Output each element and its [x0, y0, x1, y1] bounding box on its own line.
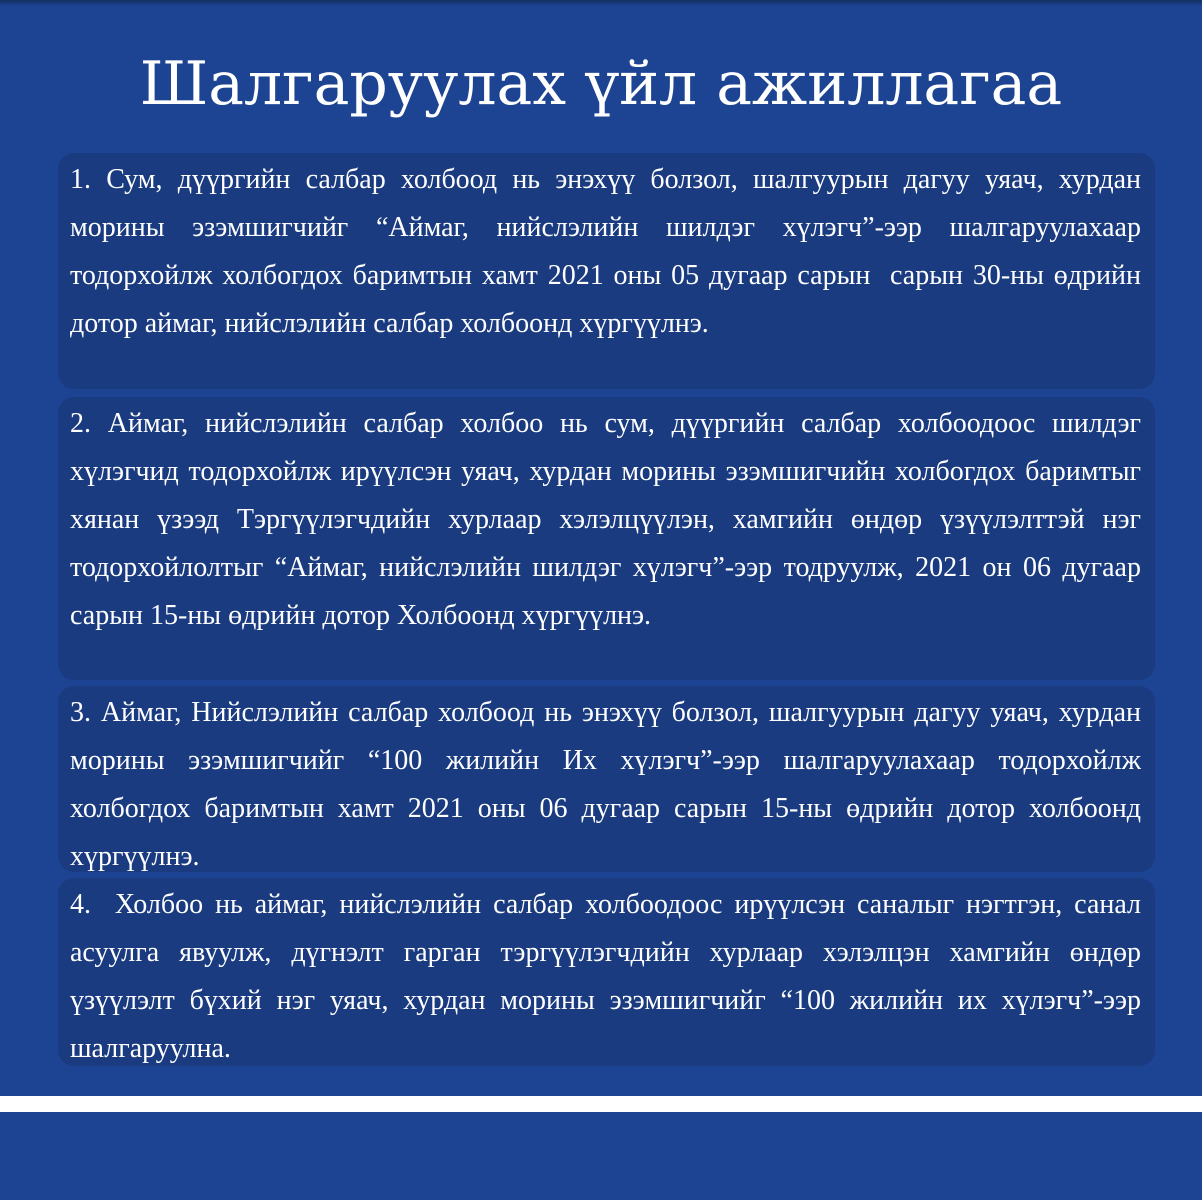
white-divider: [0, 1096, 1202, 1112]
top-edge-shade: [0, 0, 1202, 6]
paragraph-panel-2: [58, 397, 1155, 680]
paragraph-panel-3: [58, 686, 1155, 872]
paragraph-text-2: 2. Аймаг, нийслэлийн салбар холбоо нь сум, дүүргийн салбар холбоодоос шилдэг хүлэгчид тодорхойлж ирүүлсэн уяач, хурдан морины эзэмшигчийн холбогдох баримтыг хянан үзээд Тэргүүлэгчдийн хурлаар хэлэлцүүлэн, хамгийн өндөр үзүүлэлттэй нэг тодорхойлолтыг “Аймаг, нийслэлийн шилдэг хүлэгч”-ээр тодруулж, 2021 он 06 дугаар сарын 15-ны өдрийн дотор Холбоонд хүргүүлнэ.: [70, 408, 1148, 631]
bottom-band: [0, 1112, 1202, 1200]
paragraph-panel-4: [58, 878, 1155, 1066]
paragraph-text-3: 3. Аймаг, Нийслэлийн салбар холбоод нь энэхүү болзол, шалгуурын дагуу уяач, хурдан морины эзэмшигчийг “100 жилийн Их хүлэгч”-ээр шалгаруулахаар тодорхойлж холбогдох баримтын хамт 2021 оны 06 дугаар сарын 15-ны өдрийн дотор холбоонд хүргүүлнэ.: [70, 697, 1148, 872]
page-title: Шалгаруулах үйл ажиллагаа: [139, 49, 1063, 119]
paragraph-text-1: 1. Сум, дүүргийн салбар холбоод нь энэхүү болзол, шалгуурын дагуу уяач, хурдан морины эзэмшигчийг “Аймаг, нийслэлийн шилдэг хүлэгч”-ээр шалгаруулахаар тодорхойлж холбогдох баримтын хамт 2021 оны 05 дугаар сарын сарын 30-ны өдрийн дотор аймаг, нийслэлийн салбар холбоонд хүргүүлнэ.: [70, 164, 1148, 339]
paragraph-panel-1: [58, 153, 1155, 389]
paragraph-text-4: 4. Холбоо нь аймаг, нийслэлийн салбар холбоодоос ирүүлсэн саналыг нэгтгэн, санал асуулга явуулж, дүгнэлт гарган тэргүүлэгчдийн хурлаар хэлэлцэн хамгийн өндөр үзүүлэлт бүхий нэг уяач, хурдан морины эзэмшигчийг “100 жилийн их хүлэгч”-ээр шалгаруулна.: [70, 889, 1148, 1064]
